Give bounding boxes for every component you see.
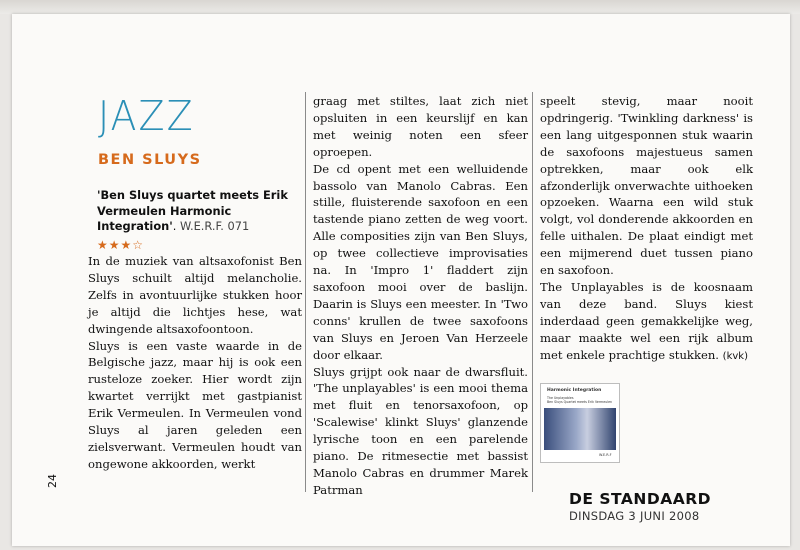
publication-date: DINSDAG 3 JUNI 2008 — [569, 509, 700, 523]
cover-artwork — [544, 408, 616, 450]
cover-title: Harmonic Integration — [547, 388, 602, 393]
scan-edge — [0, 0, 800, 14]
album-cover-image — [540, 383, 620, 463]
review-author-heading: BEN SLUYS — [98, 152, 202, 168]
rating-stars: ★★★☆ — [97, 238, 145, 252]
page-number: 24 — [46, 474, 59, 488]
album-title-sep: . — [172, 219, 180, 233]
record-label: W.E.R.F. 071 — [180, 219, 250, 233]
cover-line-2: Ben Sluys Quartet meets Erik Vermeulen — [547, 400, 613, 404]
album-title: 'Ben Sluys quartet meets Erik Vermeulen Harmonic Integration' — [97, 188, 288, 233]
column-divider — [305, 92, 306, 492]
column-divider — [532, 92, 533, 492]
article-column-3 — [540, 93, 753, 366]
album-info — [97, 188, 303, 235]
article-column-2: graag met stiltes, laat zich niet opsluiten in een keurslijf en kan met weinig noten een sfeer oproepen. De cd opent met een welluidende bassolo van Manolo Cabras. Een stille, fluisterende saxofoon en een tastende piano zetten de weg voort. Alle composities zijn van Ben Sluys, op twee collectieve improvisaties na. In 'Impro 1' fladdert zijn saxofoon mooi over de baslijn. Daarin is Sluys een meester. In 'Two conns' krullen de twee saxofoons van Sluys en Jeroen Van Herzeele door elkaar. Sluys grijpt ook naar de dwarsfluit. 'The unplayables' is een mooi thema met fluit en tenorsaxofoon, op 'Scalewise' klinkt Sluys' glanzende lyrische toon en een parelende piano. De ritmesectie met bassist Manolo Cabras en drummer Marek Patrman — [313, 94, 528, 497]
article-column-1: In de muziek van altsaxofonist Ben Sluys schuilt altijd melancholie. Zelfs in avontuurlijke stukken hoor je altijd die lichtjes hese, wat dwingende altsaxofoontoon. Sluys is een vaste waarde in de Belgische jazz, maar hij is ook een rusteloze zoeker. Hier wordt zijn kwartet verrijkt met gastpianist Erik Vermeulen. In Vermeulen vond Sluys al jaren geleden een zielsverwant. Vermeulen houdt van ongewone akkoorden, werkt — [88, 254, 302, 471]
cover-label: W.E.R.F — [599, 453, 612, 457]
article-column-3-text: speelt stevig, maar nooit opdringerig. 'Twinkling darkness' is een lang uitgesponnen stuk waarin de saxofoons majestueus samen optrekken, maar ook elk afzonderlijk onverwachte uithoeken opzoeken. Waarna een wild stuk volgt, vol donderende akkoorden en felle uithalen. De plaat eindigt met een mijmerend duet tussen piano en saxofoon. The Unplayables is de koosnaam van deze band. Sluys kiest inderdaad geen gemakkelijke weg, maar maakte wel een rijk album met enkele prachtige stukken. — [540, 94, 753, 362]
newspaper-masthead: DE STANDAARD — [569, 490, 712, 508]
section-title: JAZZ — [98, 92, 195, 140]
cover-line-1: The Unplayables — [547, 396, 574, 400]
byline: (kvk) — [722, 350, 748, 362]
